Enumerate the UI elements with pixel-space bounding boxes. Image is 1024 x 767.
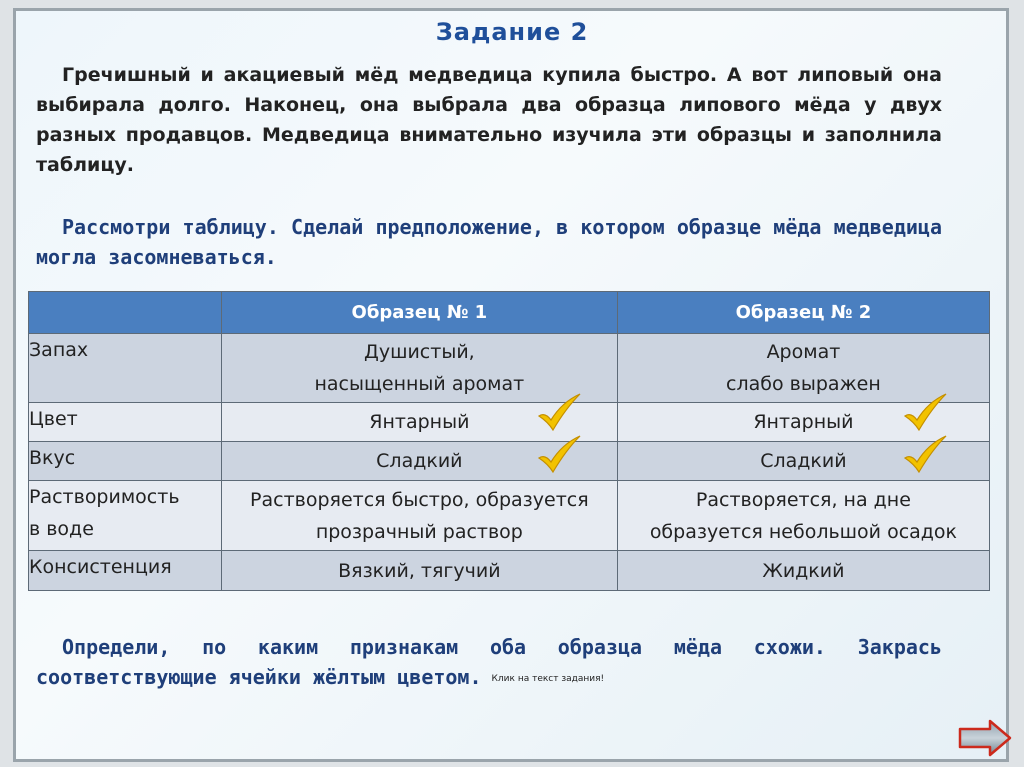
row-label-taste[interactable]: Вкус xyxy=(29,442,222,481)
row-label-smell[interactable]: Запах xyxy=(29,334,222,403)
table-row xyxy=(29,551,990,591)
cell-sample2-smell[interactable]: Аромат слабо выражен xyxy=(617,334,989,403)
checkmark-icon xyxy=(902,392,948,432)
table-row xyxy=(29,481,990,551)
header-empty xyxy=(29,292,222,334)
cell-sample1-color[interactable]: Янтарный xyxy=(221,403,617,442)
table-row xyxy=(29,442,990,481)
intro-paragraph: Гречишный и акациевый мёд медведица купила быстро. А вот липовый она выбирала долго. Наконец, она выбрала два образца липового мёда у двух разных продавцов. Медведица внимательно изучила эти образцы и заполнила таблицу. xyxy=(36,64,942,176)
task2-text[interactable]: Определи, по каким признакам оба образца мёда схожи. Закрась соответствующие ячейки жёлтым цветом. xyxy=(36,635,942,689)
table-header-row xyxy=(29,292,990,334)
cell-sample1-taste[interactable]: Сладкий xyxy=(221,442,617,481)
cell-sample1-smell[interactable]: Душистый, насыщенный аромат xyxy=(221,334,617,403)
header-sample-1: Образец № 1 xyxy=(221,292,617,334)
checkmark-icon xyxy=(536,392,582,432)
task-question-1[interactable]: Рассмотри таблицу. Сделай предположение, в котором образце мёда медведица могла засомневаться. xyxy=(36,215,942,269)
honey-table xyxy=(28,291,990,591)
table-row xyxy=(29,334,990,403)
row-label-color[interactable]: Цвет xyxy=(29,403,222,442)
next-arrow-icon[interactable] xyxy=(958,719,1012,757)
cell-sample2-taste[interactable]: Сладкий xyxy=(617,442,989,481)
task-question-2[interactable] xyxy=(36,632,942,694)
cell-sample2-solubility[interactable]: Растворяется, на дне образуется небольшой осадок xyxy=(617,481,989,551)
cell-sample2-color[interactable]: Янтарный xyxy=(617,403,989,442)
hint-text: Клик на текст задания! xyxy=(491,673,605,684)
table-row xyxy=(29,403,990,442)
page-title: Задание 2 xyxy=(435,18,589,46)
header-sample-2: Образец № 2 xyxy=(617,292,989,334)
cell-sample1-solubility[interactable]: Растворяется быстро, образуется прозрачный раствор xyxy=(221,481,617,551)
row-label-solubility[interactable]: Растворимость в воде xyxy=(29,481,222,551)
row-label-consistency[interactable]: Консистенция xyxy=(29,551,222,591)
checkmark-icon xyxy=(536,434,582,474)
cell-sample2-consistency[interactable]: Жидкий xyxy=(617,551,989,591)
checkmark-icon xyxy=(902,434,948,474)
cell-sample1-consistency[interactable]: Вязкий, тягучий xyxy=(221,551,617,591)
